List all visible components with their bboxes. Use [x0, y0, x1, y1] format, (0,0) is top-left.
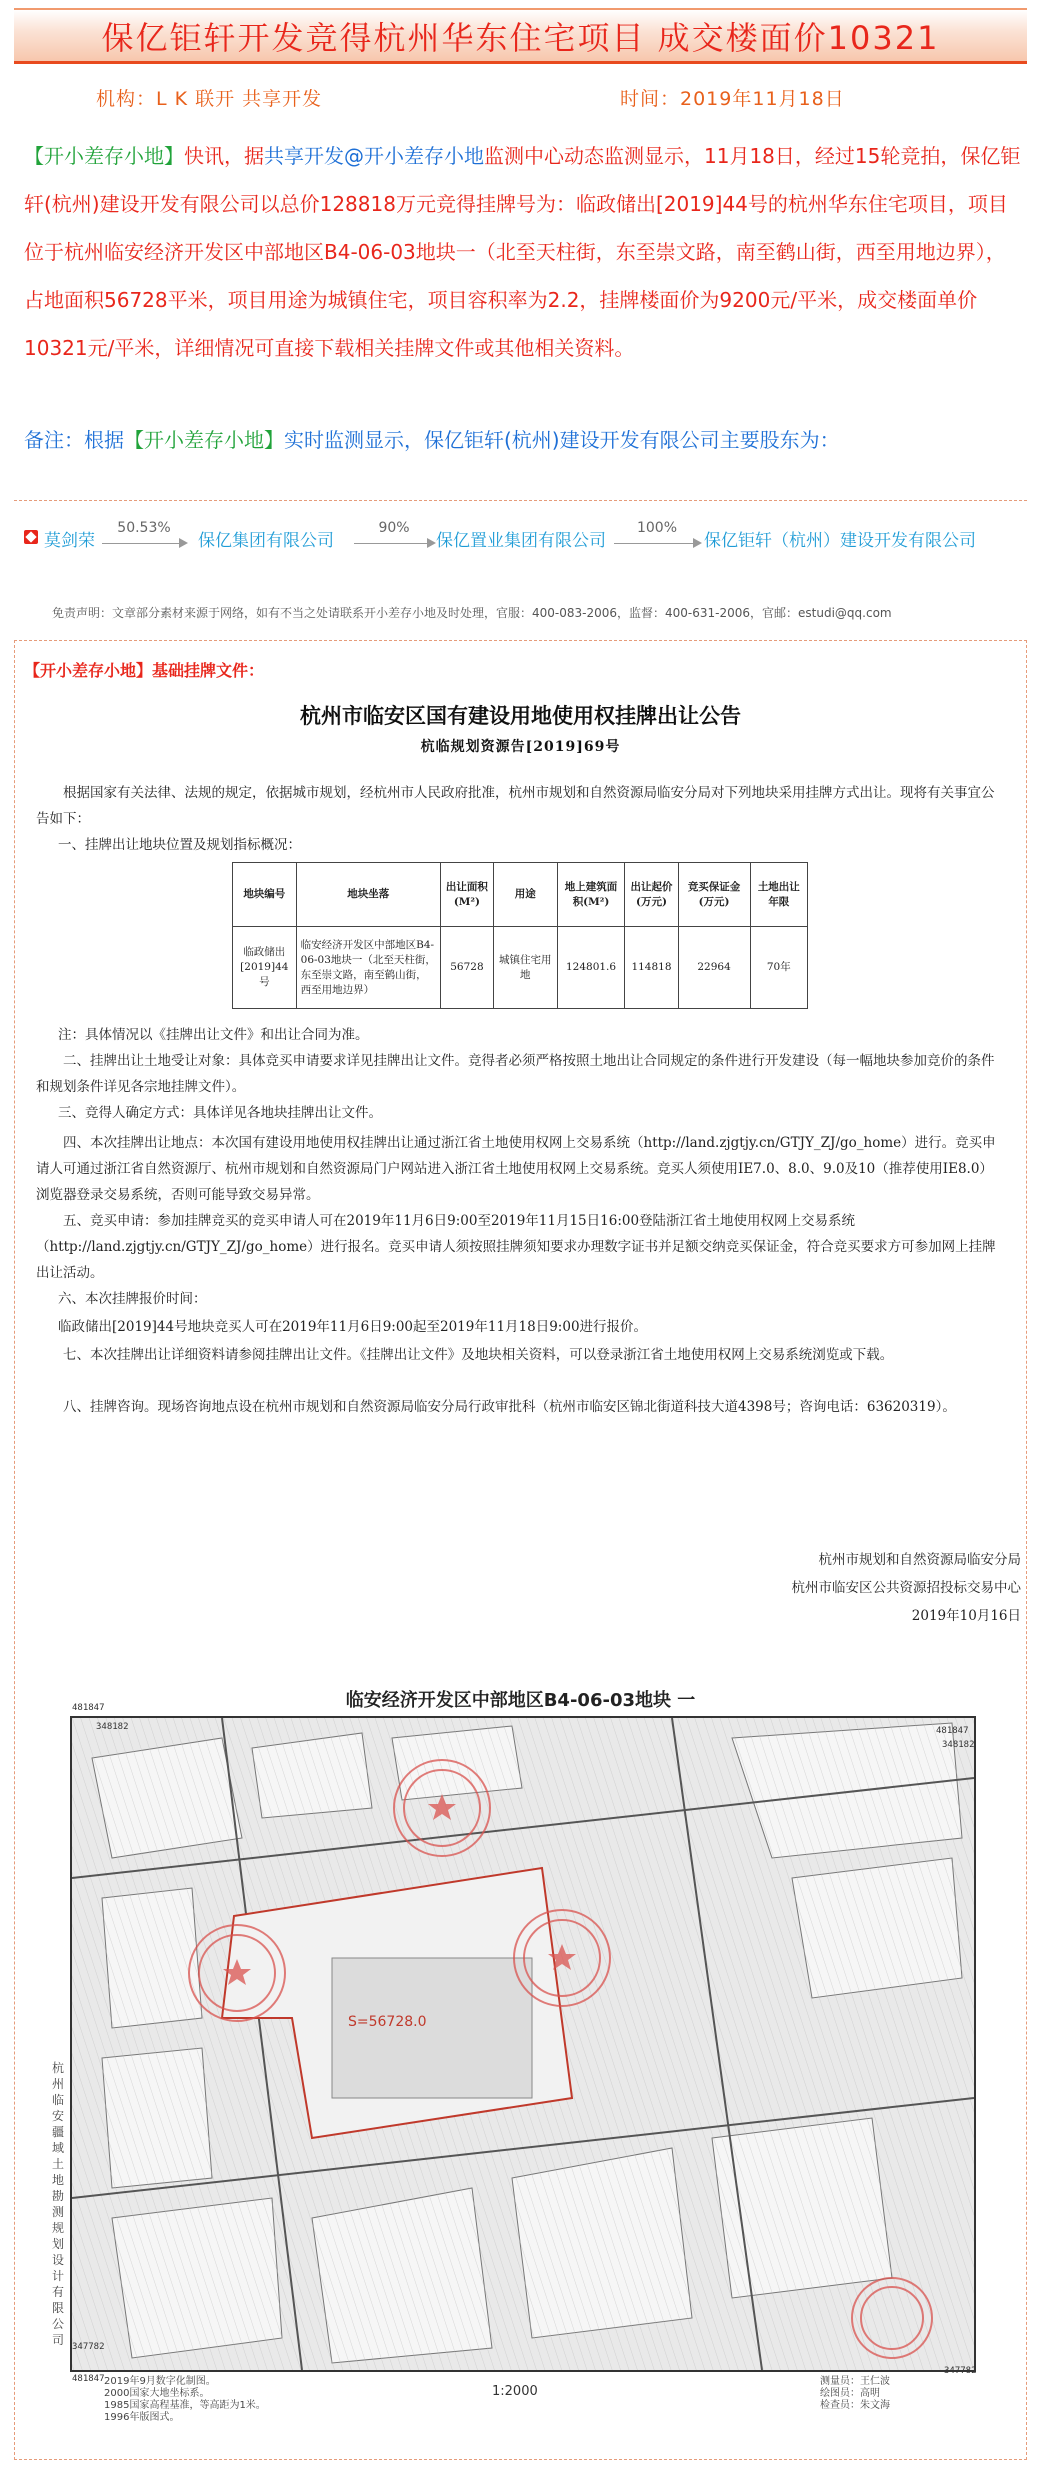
- document-number: 杭临规划资源告[2019]69号: [420, 739, 621, 755]
- news-text-2: 监测中心动态监测显示，11月18日，经过15轮竞拍，保亿钜轩(杭州)建设开发有限公司以总价128818万元竞得挂牌号为：临政储出[2019]44号的杭州华东住宅项目，项目位于杭州临安经济开发区中部地区B4-06-03地块一（北至天柱街，东至崇文路，南至鹤山街，西至用地边界），占地面积56728平米，项目用途为城镇住宅，项目容积率为2.2，挂牌楼面价为9200元/平米，成交楼面单价10321元/平米，详细情况可直接下载相关挂牌文件或其他相关资料。: [24, 144, 1021, 360]
- table-header: 土地出让年限: [750, 863, 807, 927]
- note-text-1: 备注：根据: [24, 428, 124, 452]
- table-header: 地块坐落: [296, 863, 440, 927]
- shareholder-chain: [24, 518, 1024, 558]
- shareholder-note: [24, 424, 840, 453]
- signature-date: 2019年10月16日: [911, 1608, 1021, 1624]
- doc-item-3: 三、竞得人确定方式：具体详见各地块挂牌出让文件。: [58, 1105, 382, 1121]
- doc-item-2: 二、挂牌出让土地受让对象：具体竞买申请要求详见挂牌出让文件。竞得者必须严格按照土地出让合同规定的条件进行开发建设（每一幅地块参加竞价的条件和规划条件详见各宗地挂牌文件）。: [36, 1053, 995, 1095]
- table-header: 地上建筑面积(M²): [557, 863, 625, 927]
- map-coord: 347782: [72, 2342, 105, 2352]
- table-cell: 124801.6: [557, 927, 625, 1009]
- table-header: 出让面积(M²): [440, 863, 493, 927]
- map-staff: [820, 2376, 890, 2412]
- page-title: 保亿钜轩开发竞得杭州华东住宅项目 成交楼面价10321: [101, 18, 940, 57]
- doc-item-8: 八、挂牌咨询。现场咨询地点设在杭州市规划和自然资源局临安分局行政审批科（杭州市临安区锦北街道科技大道4398号；咨询电话：63620319）。: [63, 1399, 956, 1415]
- chain-node-company-1[interactable]: 保亿集团有限公司: [198, 531, 334, 551]
- map-legend: [104, 2376, 266, 2424]
- document-title: 杭州市临安区国有建设用地使用权挂牌出让公告: [300, 703, 741, 728]
- legend-line: 2019年9月数字化制图。: [104, 2376, 216, 2387]
- arrow-right-icon: [179, 538, 188, 548]
- chain-pct-1: 50.53%: [117, 520, 171, 536]
- map-coord: 481847: [936, 1726, 969, 1736]
- source-tag: 【开小差存小地】: [24, 144, 184, 168]
- doc-intro: 根据国家有关法律、法规的规定，依据城市规划，经杭州市人民政府批准，杭州市规划和自然资源局临安分局对下列地块采用挂牌方式出让。现将有关事宜公告如下：: [36, 785, 995, 827]
- site-map-drawing: [72, 1718, 974, 2370]
- arrow-right-icon: [693, 538, 702, 548]
- legend-line: 2000国家大地坐标系。: [104, 2388, 210, 2399]
- map-coord: 481847: [72, 1703, 105, 1713]
- table-cell: 临安经济开发区中部地区B4-06-03地块一（北至天柱街，东至崇文路，南至鹤山街，西至用地边界）: [296, 927, 440, 1009]
- legend-line: 检查员：朱文海: [820, 2400, 890, 2411]
- land-table: [232, 862, 808, 1009]
- legend-line: 1985国家高程基准，等高距为1米。: [104, 2400, 266, 2411]
- map-scale: 1:2000: [492, 2384, 538, 2399]
- map-surveyor: 杭州临安疆域土地勘测规划设计有限公司: [52, 2061, 65, 2347]
- table-cell: 城镇住宅用地: [493, 927, 557, 1009]
- map-coord: 347782: [944, 2366, 977, 2376]
- signature-bureau: 杭州市规划和自然资源局临安分局: [818, 1552, 1021, 1568]
- meta-org: 机构：L K 联开 共享开发: [96, 88, 323, 110]
- chain-arrow-2: [354, 520, 434, 552]
- note-source-tag: 【开小差存小地】: [124, 428, 284, 452]
- map-coord: 348182: [96, 1722, 129, 1732]
- chain-node-company-2[interactable]: 保亿置业集团有限公司: [436, 531, 606, 551]
- map-coord: 348182: [942, 1740, 975, 1750]
- doc-table-note: 注：具体情况以《挂牌出让文件》和出让合同为准。: [58, 1027, 369, 1043]
- doc-item-4: 四、本次挂牌出让地点：本次国有建设用地使用权挂牌出让通过浙江省土地使用权网上交易系统（http://land.zjgtjy.cn/GTJY_ZJ/go_home）进行。竞买申请人可通过浙江省自然资源厅、杭州市规划和自然资源局门户网站进入浙江省土地使用权网上交易系统。竞买人须使用IE7.0、8.0、9.0及10（推荐使用IE8.0）浏览器登录交易系统，否则可能导致交易异常。: [36, 1135, 996, 1203]
- table-row: [233, 927, 808, 1009]
- doc-item-6: 六、本次挂牌报价时间：: [58, 1291, 207, 1307]
- legend-line: 1996年版图式。: [104, 2412, 180, 2423]
- document-label: 【开小差存小地】基础挂牌文件：: [24, 661, 265, 680]
- doc-item-7: 七、本次挂牌出让详细资料请参阅挂牌出让文件。《挂牌出让文件》及地块相关资料，可以登录浙江省土地使用权网上交易系统浏览或下载。: [63, 1347, 894, 1363]
- chain-arrow-3: [614, 520, 700, 552]
- chain-pct-3: 100%: [636, 520, 678, 536]
- table-header: 用途: [493, 863, 557, 927]
- doc-item-1: 一、挂牌出让地块位置及规划指标概况：: [58, 837, 301, 853]
- chain-arrow-1: [102, 520, 186, 552]
- table-header: 地块编号: [233, 863, 297, 927]
- map-title: 临安经济开发区中部地区B4-06-03地块 一: [345, 1690, 696, 1711]
- chain-node-person[interactable]: 莫剑荣: [44, 531, 95, 551]
- doc-item-6b: 临政储出[2019]44号地块竞买人可在2019年11月6日9:00起至2019年11月18日9:00进行报价。: [58, 1319, 648, 1335]
- news-paragraph: [24, 132, 1024, 372]
- table-cell: 22964: [678, 927, 750, 1009]
- table-cell: 临政储出[2019]44号: [233, 927, 297, 1009]
- news-text-1: 快讯，据: [184, 144, 264, 168]
- table-header-row: [233, 863, 808, 927]
- table-cell: 114818: [625, 927, 678, 1009]
- chain-pct-2: 90%: [378, 520, 410, 536]
- person-icon: [24, 530, 38, 544]
- chain-node-company-3[interactable]: 保亿钜轩（杭州）建设开发有限公司: [704, 531, 976, 551]
- signature-center: 杭州市临安区公共资源招投标交易中心: [791, 1580, 1021, 1596]
- map-coord: 481847: [72, 2374, 105, 2384]
- note-text-2: 实时监测显示，保亿钜轩(杭州)建设开发有限公司主要股东为：: [284, 428, 840, 452]
- disclaimer: 免责声明：文章部分素材来源于网络，如有不当之处请联系开小差存小地及时处理，官服：400-083-2006，监督：400-631-2006，官邮：estudi@qq.com: [52, 606, 892, 620]
- news-source-link[interactable]: 共享开发@开小差存小地: [264, 144, 484, 168]
- meta-time: 时间：2019年11月18日: [620, 88, 845, 110]
- arrow-right-icon: [427, 538, 436, 548]
- doc-item-5: 五、竞买申请：参加挂牌竞买的竞买申请人可在2019年11月6日9:00至2019年11月15日16:00登陆浙江省土地使用权网上交易系统（http://land.zjgtjy.cn/GTJY_ZJ/go_home）进行报名。竞买申请人须按照挂牌须知要求办理数字证书并足额交纳竞买保证金，符合竞买要求方可参加网上挂牌出让活动。: [36, 1213, 996, 1281]
- table-header: 竞买保证金(万元): [678, 863, 750, 927]
- table-header: 出让起价(万元): [625, 863, 678, 927]
- map-area-label: S=56728.0: [348, 2014, 427, 2030]
- divider: [14, 500, 1027, 501]
- header-banner: [14, 8, 1027, 64]
- table-cell: 70年: [750, 927, 807, 1009]
- site-map: [70, 1716, 976, 2372]
- table-cell: 56728: [440, 927, 493, 1009]
- legend-line: 测量员：王仁波: [820, 2376, 890, 2387]
- legend-line: 绘图员：高明: [820, 2388, 880, 2399]
